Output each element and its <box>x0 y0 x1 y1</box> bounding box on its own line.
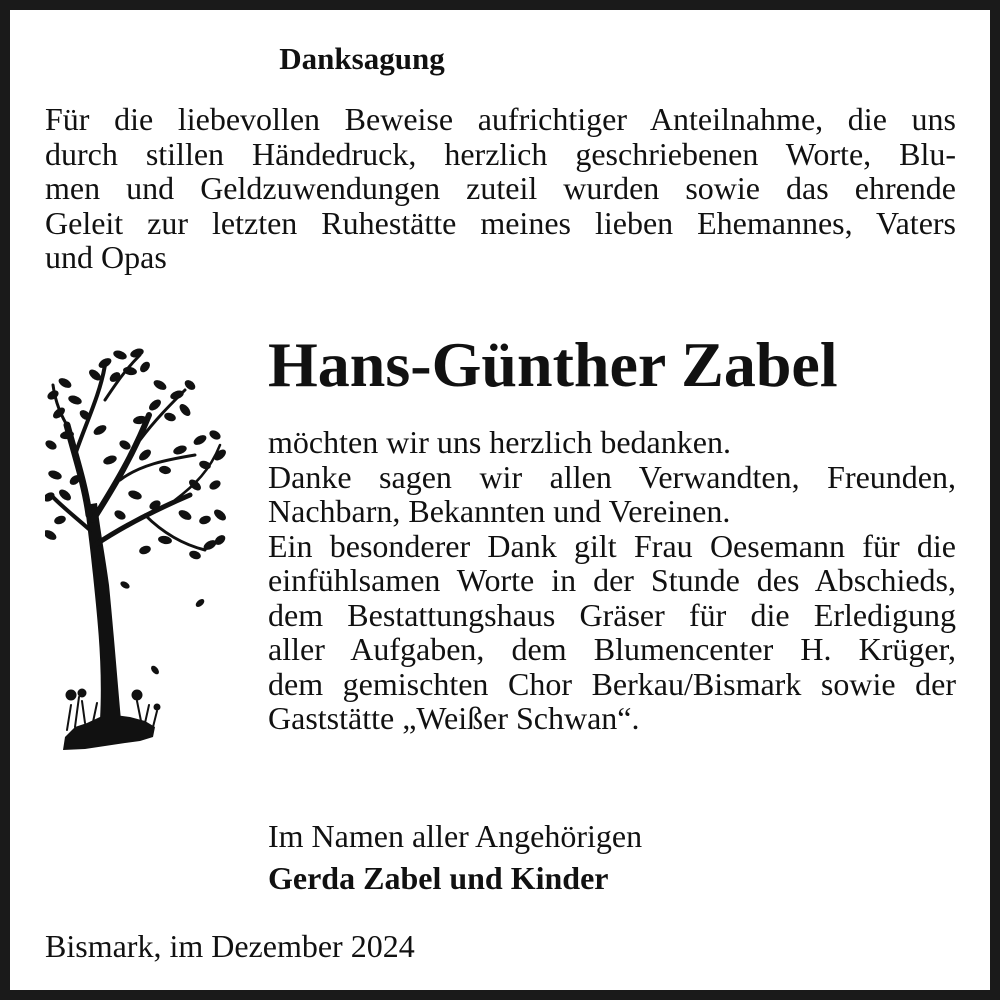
body-line: Nachbarn, Bekannten und Vereinen. <box>268 493 731 529</box>
signers: Gerda Zabel und Kinder <box>268 860 609 896</box>
place-date: Bismark, im Dezember 2024 <box>45 928 415 964</box>
intro-line: und Opas <box>45 239 167 275</box>
body-line: dem Bestattungshaus Gräser für die Erledigung <box>268 596 956 633</box>
thanks-paragraph <box>268 425 956 736</box>
intro-line: Geleit zur letzten Ruhestätte meines lieben Ehemannes, Vaters <box>45 204 956 241</box>
intro-paragraph <box>45 102 956 275</box>
notice-heading: Danksagung <box>279 41 445 76</box>
closing-line: Im Namen aller Angehörigen <box>268 818 643 854</box>
body-line: dem gemischten Chor Berkau/Bismark sowie der <box>268 665 956 702</box>
tree-silhouette-icon <box>45 345 230 760</box>
body-line: Ein besonderer Dank gilt Frau Oesemann für die <box>268 527 956 564</box>
body-line: Danke sagen wir allen Verwandten, Freunden, <box>268 458 956 495</box>
body-line: einfühlsamen Worte in der Stunde des Abschieds, <box>268 562 956 598</box>
body-line: Gaststätte „Weißer Schwan“. <box>268 700 640 736</box>
intro-line: durch stillen Händedruck, herzlich geschriebenen Worte, Blu- <box>45 135 956 172</box>
body-line: möchten wir uns herzlich bedanken. <box>268 424 731 460</box>
intro-line: men und Geldzuwendungen zuteil wurden sowie das ehrende <box>45 170 956 206</box>
intro-line: Für die liebevollen Beweise aufrichtiger Anteilnahme, die uns <box>45 101 956 137</box>
deceased-name: Hans-Günther Zabel <box>268 329 838 400</box>
body-line: aller Aufgaben, dem Blumencenter H. Krüger, <box>268 631 956 667</box>
